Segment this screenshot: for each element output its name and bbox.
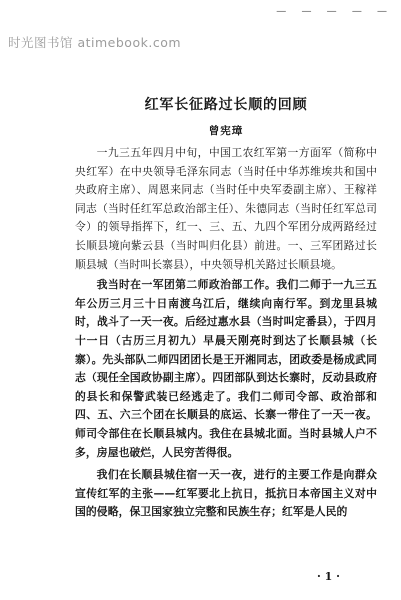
document-page xyxy=(75,96,377,522)
paragraph-3: 我们在长顺县城住宿一天一夜，进行的主要工作是向群众宣传红军的主张——红军要北上抗日，抵抗日本帝国主义对中国的侵略，保卫国家独立完整和民族生存；红军是人民的 xyxy=(75,468,377,519)
page-number: · 1 · xyxy=(317,570,340,583)
header-rule-marks: — — — — — xyxy=(276,6,393,17)
paragraph-1: 一九三五年四月中旬，中国工农红军第一方面军（简称中央红军）在中央领导毛泽东同志（当时任中华苏维埃共和国中央政府主席）、周恩来同志（当时任中央军委副主席）、王稼祥同志（当时任红军总政治部主任）、朱德同志（当时任红军总司令）的领导指挥下，红一、三、五、九四个军团分成两路经过长顺县境向紫云县（当时叫归化县）前进。一、三军团路过长顺县城（当时叫长寨县），中央领导机关路过长顺县境。 xyxy=(75,146,377,271)
site-watermark: 时光图书馆 atimebook.com xyxy=(8,35,182,50)
article-author: 曾宪璋 xyxy=(208,125,244,137)
paragraph-2: 我当时在一军团第二师政治部工作。我们二师于一九三五年公历三月三十日南渡乌江后，继续向南行军。到龙里县城时，战斗了一天一夜。后经过惠水县（当时叫定番县），于四月十一日（古历三月初九）早晨天刚亮时到达了长顺县城（长寨）。先头部队二师四团团长是王开湘同志，团政委是杨成武同志（现任全国政协副主席）。四团部队到达长寨时，反动县政府的县长和保警武装已经逃走了。我们二师司令部、政治部和四、五、六三个团在长顺县的底运、长寨一带住了一天一夜。师司令部住在长顺县城内。我住在县城北面。当时县城人户不多，房屋也破烂，人民穷苦得很。 xyxy=(75,278,377,459)
article-title: 红军长征路过长顺的回顾 xyxy=(144,97,308,113)
